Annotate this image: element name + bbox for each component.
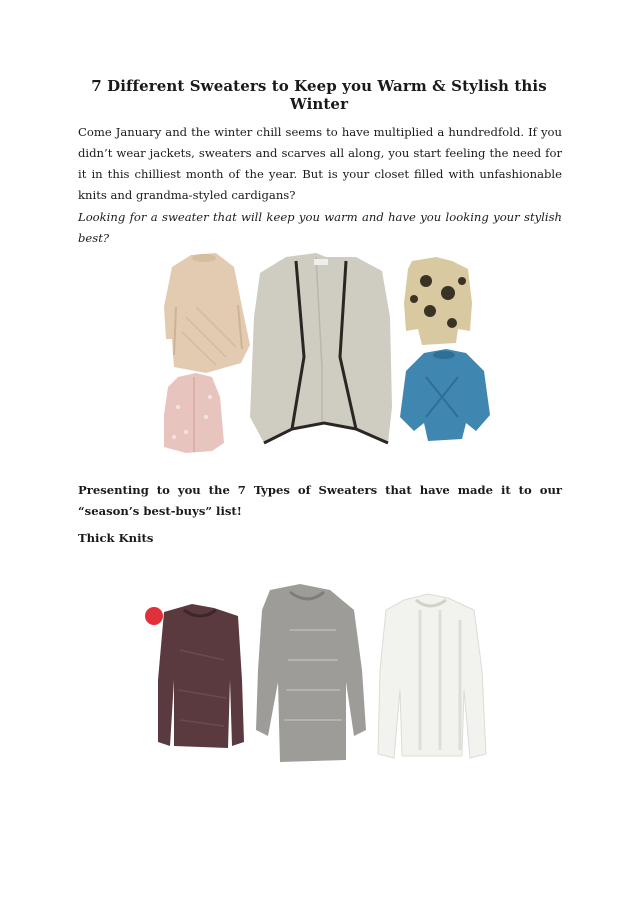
article-title: 7 Different Sweaters to Keep you Warm & Stylish this Winter xyxy=(91,77,547,113)
grey-cardigan-image xyxy=(250,253,392,443)
red-badge-icon xyxy=(145,607,163,625)
maroon-sweater-image xyxy=(145,604,244,748)
question-paragraph: Looking for a sweater that will keep you warm and have you looking your stylish best? xyxy=(78,210,562,245)
grey-knit-image xyxy=(256,584,366,762)
intro-paragraph: Come January and the winter chill seems to have multiplied a hundredfold. If you didn’t wear jackets, sweaters and scarves all along, you start feeling the need for it in this chilliest month of the year. But is your closet filled with unfashionable knits and grandma-styled cardigans? xyxy=(78,125,562,202)
blue-sweater-image xyxy=(400,349,490,441)
section-heading-thick-knits: Thick Knits xyxy=(78,531,154,545)
pink-cardigan-image xyxy=(164,373,224,453)
leopard-sweater-image xyxy=(404,257,472,345)
white-knit-image xyxy=(378,594,486,758)
beige-sweater-image xyxy=(164,253,250,373)
presenting-paragraph: Presenting to you the 7 Types of Sweaters that have made it to our “season’s best-buys” list! xyxy=(78,483,562,518)
thick-knits-image xyxy=(140,570,500,770)
sweater-collage-image xyxy=(146,247,496,462)
